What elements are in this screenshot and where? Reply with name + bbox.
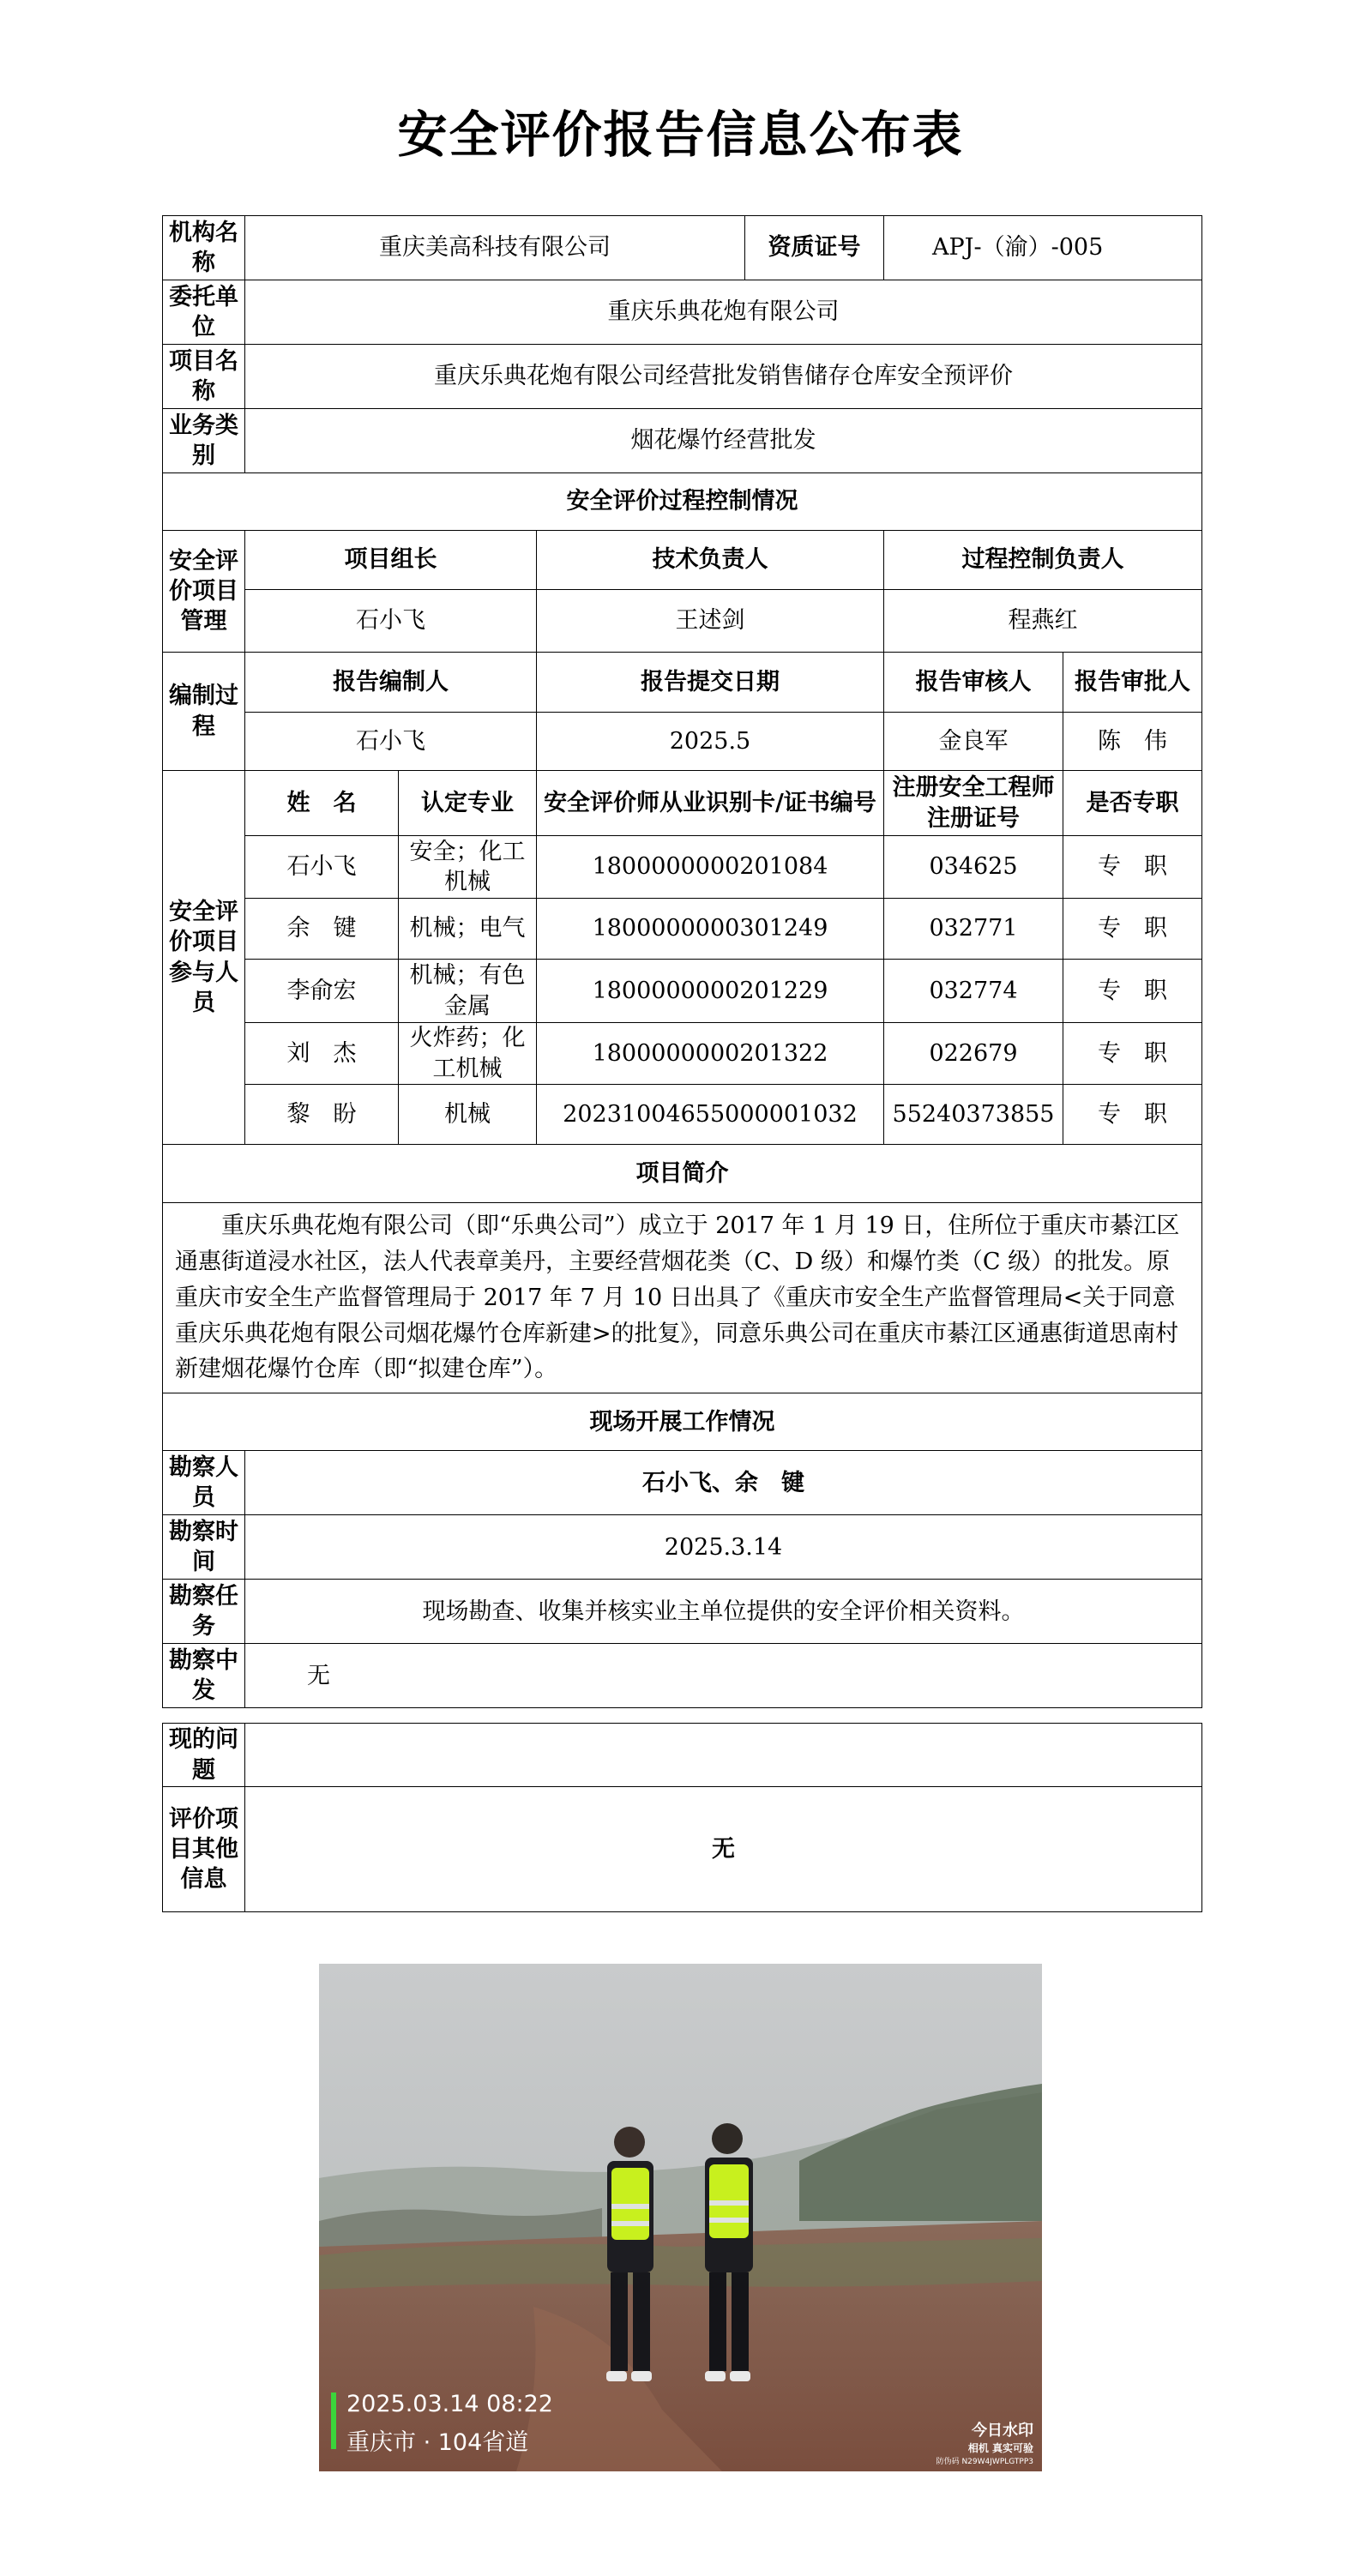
survey-time-label: 勘察时间 <box>163 1515 245 1580</box>
project-label: 项目名称 <box>163 345 245 409</box>
compile-value: 石小飞 <box>245 713 537 771</box>
participant-name: 石小飞 <box>245 836 399 899</box>
project-value: 重庆乐典花炮有限公司经营批发销售储存仓库安全预评价 <box>245 345 1202 409</box>
participant-reg: 032774 <box>884 960 1063 1023</box>
participants-header: 安全评价师从业识别卡/证书编号 <box>537 771 884 836</box>
compile-header: 报告编制人 <box>245 653 537 713</box>
survey-task-row <box>163 1580 1202 1644</box>
compile-header: 报告提交日期 <box>537 653 884 713</box>
compile-header: 报告审批人 <box>1063 653 1202 713</box>
compile-value: 金良军 <box>884 713 1063 771</box>
management-header: 技术负责人 <box>537 531 884 590</box>
participant-row <box>163 960 1202 1023</box>
project-row <box>163 345 1202 409</box>
participant-fulltime: 专 职 <box>1063 1085 1202 1145</box>
participant-card: 1800000000301249 <box>537 899 884 960</box>
participant-card: 20231004655000001032 <box>537 1085 884 1145</box>
participant-fulltime: 专 职 <box>1063 836 1202 899</box>
problem-label: 现的问题 <box>163 1724 245 1787</box>
org-row <box>163 216 1202 280</box>
business-label: 业务类别 <box>163 409 245 473</box>
intro-section-heading: 项目简介 <box>163 1145 1202 1203</box>
compile-header: 报告审核人 <box>884 653 1063 713</box>
photo-timestamp: 2025.03.14 08:22 <box>346 2391 553 2417</box>
intro-row <box>163 1203 1202 1393</box>
other-info-value: 无 <box>245 1787 1202 1912</box>
watermark-brand <box>968 2418 1033 2455</box>
participant-major: 机械；有色金属 <box>399 960 537 1023</box>
watermark-code: 防伪码 N29W4JWPLGTPP3 <box>936 2458 1033 2466</box>
participant-major: 机械；电气 <box>399 899 537 960</box>
participant-row <box>163 899 1202 960</box>
cert-label: 资质证号 <box>745 216 884 280</box>
participant-reg: 55240373855 <box>884 1085 1063 1145</box>
participant-fulltime: 专 职 <box>1063 1023 1202 1085</box>
participants-header-row <box>163 771 1202 836</box>
participants-header: 是否专职 <box>1063 771 1202 836</box>
survey-time-value: 2025.3.14 <box>245 1515 1202 1580</box>
management-value: 石小飞 <box>245 590 537 653</box>
process-section-heading: 安全评价过程控制情况 <box>163 473 1202 531</box>
participants-label: 安全评价项目参与人员 <box>163 771 245 1145</box>
survey-issue-row <box>163 1644 1202 1708</box>
survey-task-value: 现场勘查、收集并核实业主单位提供的安全评价相关资料。 <box>245 1580 1202 1644</box>
participant-card: 1800000000201084 <box>537 836 884 899</box>
participants-header: 注册安全工程师注册证号 <box>884 771 1063 836</box>
participant-card: 1800000000201229 <box>537 960 884 1023</box>
survey-people-label: 勘察人员 <box>163 1451 245 1515</box>
participant-reg: 032771 <box>884 899 1063 960</box>
participant-name: 李俞宏 <box>245 960 399 1023</box>
info-table <box>162 215 1202 1708</box>
management-header-row <box>163 531 1202 590</box>
intro-text: 重庆乐典花炮有限公司（即“乐典公司”）成立于 2017 年 1 月 19 日，住所位于重庆市綦江区通惠街道浸水社区，法人代表章美丹，主要经营烟花类（C、D 级）和爆竹类（C 级）的批发。原重庆市安全生产监督管理局于 2017 年 7 月 10 日出具了《重庆市安全生产监督管理局<关于同意重庆乐典花炮有限公司烟花爆竹仓库新建>的批复》，同意乐典公司在重庆市綦江区通惠街道思南村新建烟花爆竹仓库（即“拟建仓库”）。 <box>163 1203 1202 1393</box>
participant-card: 1800000000201322 <box>537 1023 884 1085</box>
participant-name: 刘 杰 <box>245 1023 399 1085</box>
compile-label: 编制过程 <box>163 653 245 771</box>
participant-row <box>163 1085 1202 1145</box>
process-section-row <box>163 473 1202 531</box>
extra-table <box>162 1723 1202 1912</box>
other-info-row <box>163 1787 1202 1912</box>
participant-row <box>163 1023 1202 1085</box>
watermark-bar <box>331 2392 336 2449</box>
management-value-row <box>163 590 1202 653</box>
participant-name: 黎 盼 <box>245 1085 399 1145</box>
other-info-label: 评价项目其他信息 <box>163 1787 245 1912</box>
watermark-brand-name: 今日水印 <box>972 2422 1033 2440</box>
management-header: 过程控制负责人 <box>884 531 1202 590</box>
business-row <box>163 409 1202 473</box>
survey-people-row <box>163 1451 1202 1515</box>
participant-reg: 034625 <box>884 836 1063 899</box>
participant-row <box>163 836 1202 899</box>
participant-major: 机械 <box>399 1085 537 1145</box>
photo-location: 重庆市 · 104省道 <box>346 2429 529 2456</box>
problem-row <box>163 1724 1202 1787</box>
client-row <box>163 280 1202 345</box>
participant-reg: 022679 <box>884 1023 1063 1085</box>
participant-fulltime: 专 职 <box>1063 899 1202 960</box>
participant-name: 余 键 <box>245 899 399 960</box>
business-value: 烟花爆竹经营批发 <box>245 409 1202 473</box>
client-label: 委托单位 <box>163 280 245 345</box>
participant-major: 火炸药；化工机械 <box>399 1023 537 1085</box>
compile-value: 陈 伟 <box>1063 713 1202 771</box>
problem-value <box>245 1724 1202 1787</box>
participants-header: 姓 名 <box>245 771 399 836</box>
management-header: 项目组长 <box>245 531 537 590</box>
site-section-row <box>163 1393 1202 1451</box>
site-section-heading: 现场开展工作情况 <box>163 1393 1202 1451</box>
participant-fulltime: 专 职 <box>1063 960 1202 1023</box>
management-value: 王述剑 <box>537 590 884 653</box>
survey-issue-label: 勘察中发 <box>163 1644 245 1708</box>
participants-header: 认定专业 <box>399 771 537 836</box>
survey-task-label: 勘察任务 <box>163 1580 245 1644</box>
watermark-brand-sub: 相机 真实可验 <box>967 2442 1033 2454</box>
management-value: 程燕红 <box>884 590 1202 653</box>
survey-issue-value: 无 <box>245 1644 1202 1708</box>
cert-value: APJ-（渝）-005 <box>884 216 1202 280</box>
site-photo <box>319 1964 1042 2471</box>
client-value: 重庆乐典花炮有限公司 <box>245 280 1202 345</box>
page-title: 安全评价报告信息公布表 <box>397 105 964 164</box>
org-label: 机构名称 <box>163 216 245 280</box>
compile-value: 2025.5 <box>537 713 884 771</box>
compile-value-row <box>163 713 1202 771</box>
management-label: 安全评价项目管理 <box>163 531 245 653</box>
survey-time-row <box>163 1515 1202 1580</box>
survey-people-value: 石小飞、余 键 <box>245 1451 1202 1515</box>
intro-section-row <box>163 1145 1202 1203</box>
compile-header-row <box>163 653 1202 713</box>
org-value: 重庆美高科技有限公司 <box>245 216 745 280</box>
participant-major: 安全；化工机械 <box>399 836 537 899</box>
